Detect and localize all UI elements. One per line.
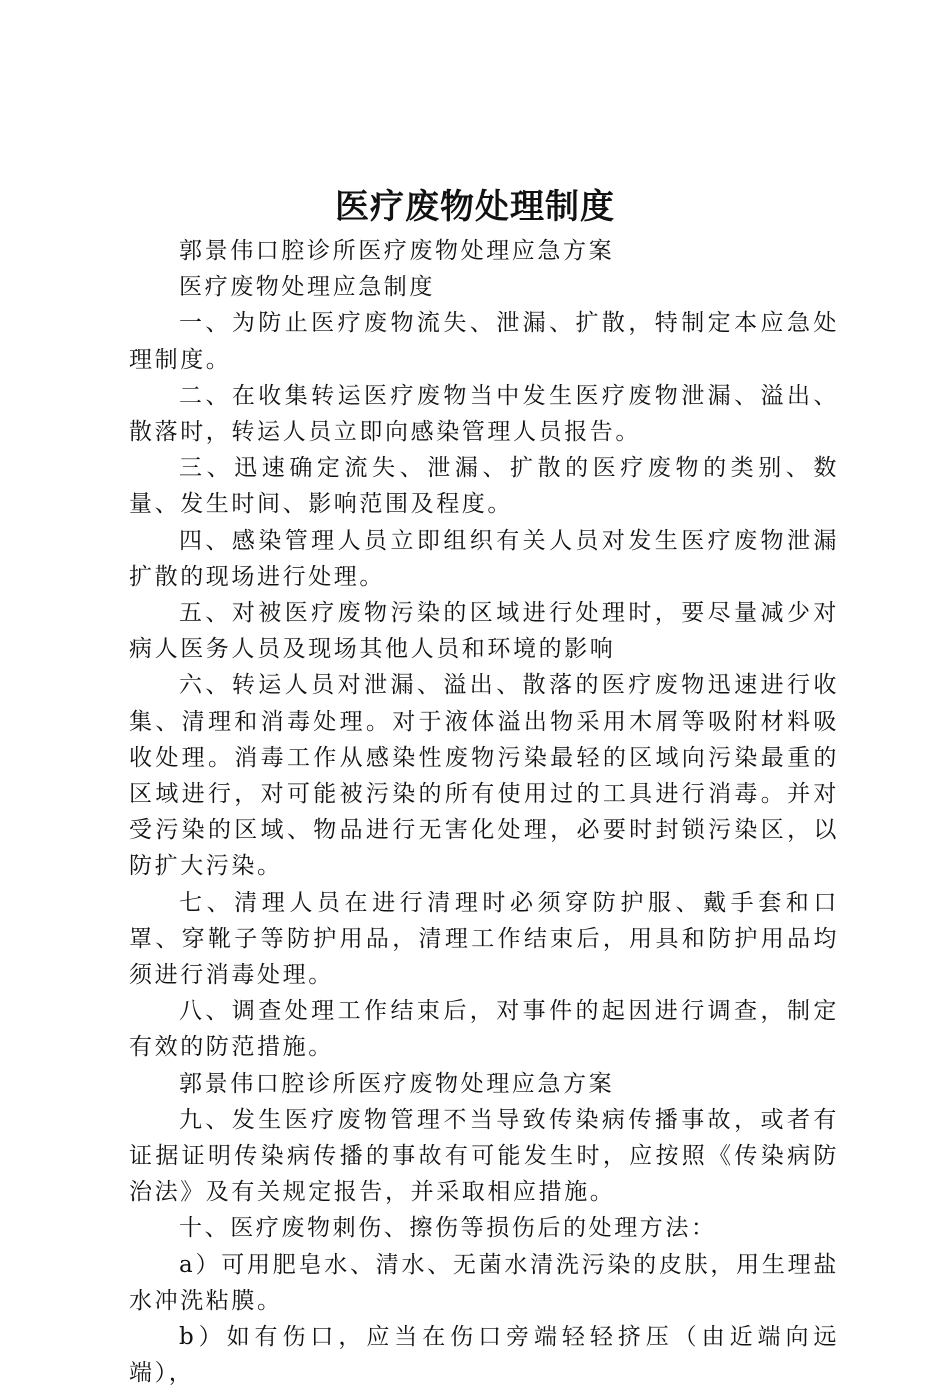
paragraph-item-7: 七、清理人员在进行清理时必须穿防护服、戴手套和口罩、穿靴子等防护用品，清理工作结束后，用具和防护用品均须进行消毒处理。 — [129, 889, 839, 989]
paragraph-clinic-plan-repeat: 郭景伟口腔诊所医疗废物处理应急方案 — [179, 1070, 615, 1097]
paragraph-item-4: 四、感染管理人员立即组织有关人员对发生医疗废物泄漏扩散的现场进行处理。 — [129, 527, 839, 590]
paragraph-item-1: 一、为防止医疗废物流失、泄漏、扩散，特制定本应急处理制度。 — [129, 310, 839, 373]
paragraph-item-a: a）可用肥皂水、清水、无菌水清洗污染的皮肤，用生理盐水冲洗粘膜。 — [129, 1251, 839, 1314]
paragraph-item-5: 五、对被医疗废物污染的区域进行处理时，要尽量减少对病人医务人员及现场其他人员和环境的影响 — [129, 600, 839, 663]
paragraph-item-6: 六、转运人员对泄漏、溢出、散落的医疗废物迅速进行收集、清理和消毒处理。对于液体溢出物采用木屑等吸附材料吸收处理。消毒工作从感染性废物污染最轻的区域向污染最重的区域进行，对可能被污染的所有使用过的工具进行消毒。并对受污染的区域、物品进行无害化处理，必要时封锁污染区，以防扩大污染。 — [129, 672, 839, 880]
document-title: 医疗废物处理制度 — [335, 187, 615, 227]
paragraph-item-9: 九、发生医疗废物管理不当导致传染病传播事故，或者有证据证明传染病传播的事故有可能发生时，应按照《传染病防治法》及有关规定报告，并采取相应措施。 — [129, 1106, 839, 1206]
paragraph-item-2: 二、在收集转运医疗废物当中发生医疗废物泄漏、溢出、散落时，转运人员立即向感染管理人员报告。 — [129, 382, 839, 446]
document-body — [129, 233, 839, 1392]
paragraph-item-3: 三、迅速确定流失、泄漏、扩散的医疗废物的类别、数量、发生时间、影响范围及程度。 — [129, 455, 839, 518]
paragraph-clinic-plan-heading: 郭景伟口腔诊所医疗废物处理应急方案 — [179, 238, 615, 264]
paragraph-item-8: 八、调查处理工作结束后，对事件的起因进行调查，制定有效的防范措施。 — [129, 998, 839, 1061]
paragraph-emergency-system-heading: 医疗废物处理应急制度 — [179, 274, 435, 301]
paragraph-item-b: b）如有伤口，应当在伤口旁端轻轻挤压（由近端向远端）， — [129, 1324, 839, 1387]
paragraph-item-10: 十、医疗废物刺伤、擦伤等损伤后的处理方法： — [179, 1215, 717, 1242]
